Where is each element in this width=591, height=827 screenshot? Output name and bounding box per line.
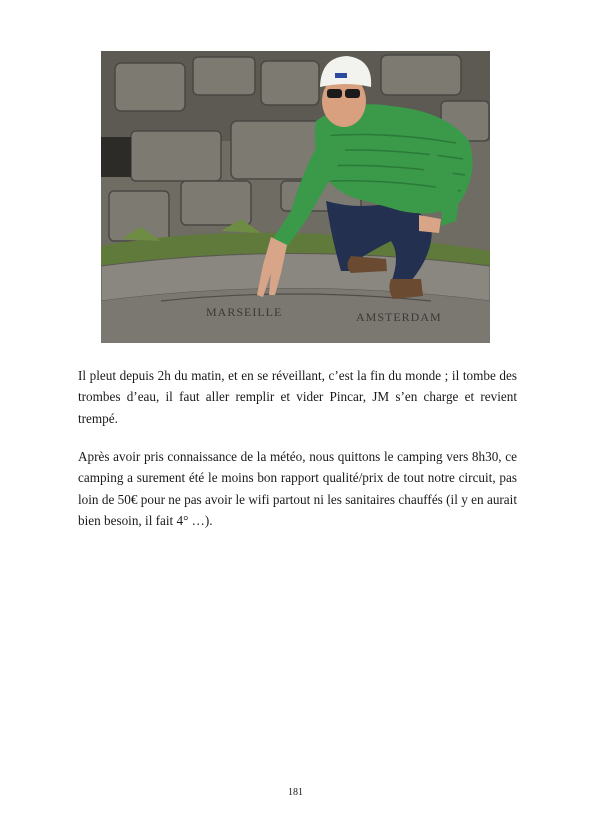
paragraph-leaving-camping: Après avoir pris connaissance de la météo, nous quittons le camping vers 8h30, ce camping a surement été le moins bon rapport qualité/prix de tout notre circuit, pas loin de 50€ pour ne pas avoir le wifi partout ni les sanitaires chauffés (il y en aurait bien besoin, il fait 4° …). [78,449,517,528]
page-number: 181 [288,787,303,798]
inscription-amsterdam: AMSTERDAM [356,310,442,324]
photo-man-pointing-at-stone [101,51,490,343]
photo-illustration [101,51,490,343]
paragraph-rain-morning: Il pleut depuis 2h du matin, et en se réveillant, c’est la fin du monde ; il tombe des trombes d’eau, il faut aller remplir et vider Pincar, JM s’en charge et revient trempé. [78,368,517,426]
inscription-marseille: MARSEILLE [206,305,283,319]
